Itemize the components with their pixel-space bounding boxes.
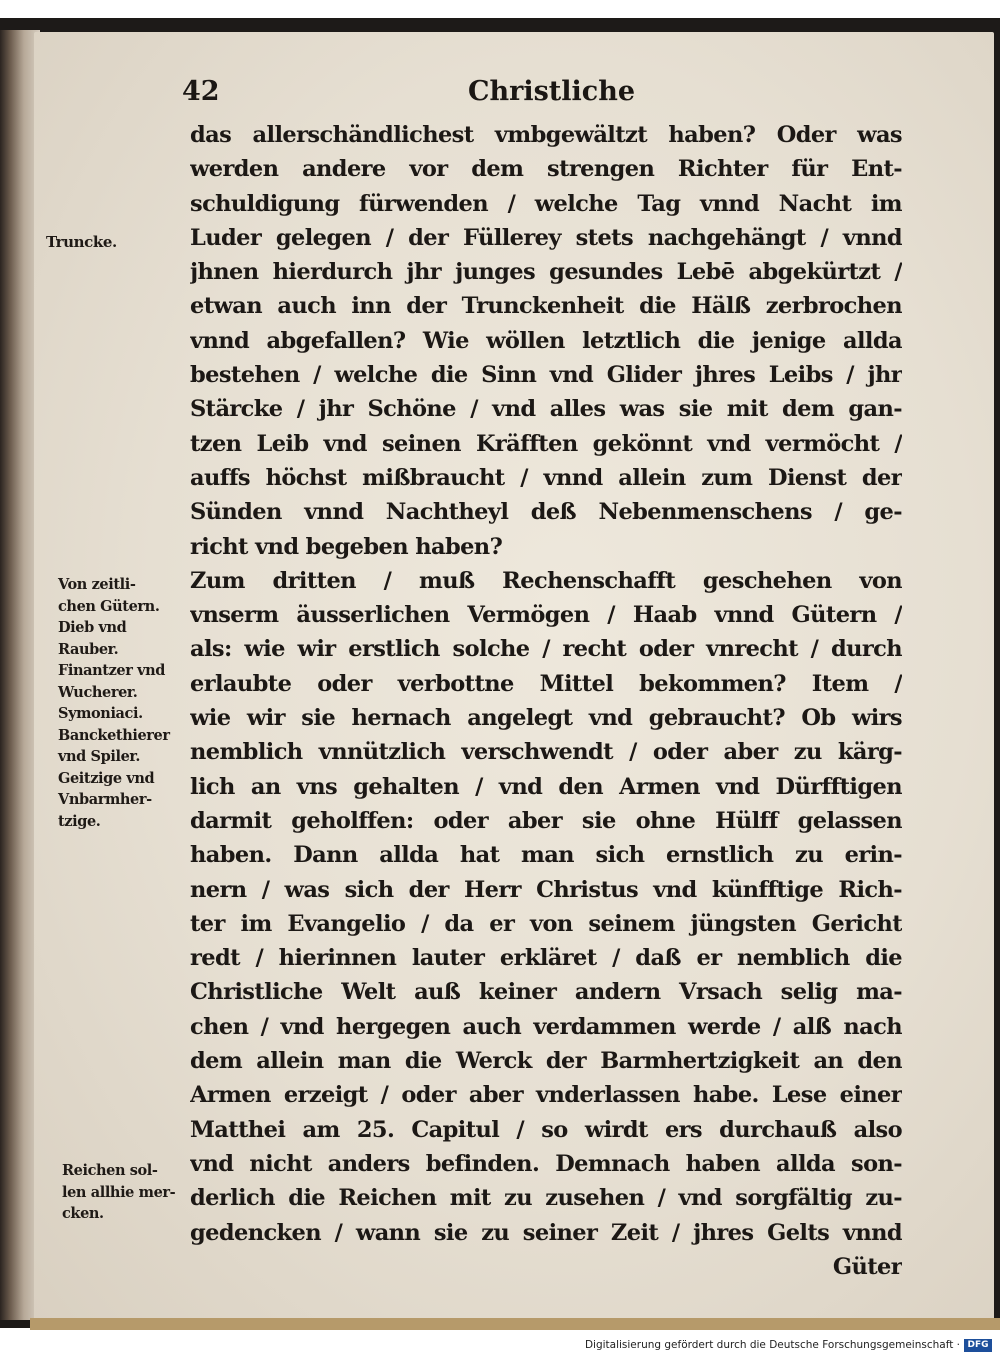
running-title: Christliche [468, 76, 636, 107]
text-line: tzen Leib vnd seinen Kräfften gekönnt vnd vermöcht / [190, 430, 902, 457]
text-line: als: wie wir erstlich solche / recht oder vnrecht / durch [190, 636, 902, 663]
text-line: derlich die Reichen mit zu zusehen / vnd sorgfältig zu- [190, 1185, 902, 1212]
marginal-note-drunkards [46, 232, 196, 254]
text-line: lich an vns gehalten / vnd den Armen vnd Dürfftigen [190, 773, 902, 800]
text-line: Zum dritten / muß Rechenschafft geschehen von [190, 567, 902, 594]
page-number: 42 [182, 76, 220, 107]
marginal-line: chen Gütern. [58, 597, 160, 615]
marginal-note-temporal-goods [58, 574, 208, 832]
marginal-line: Wucherer. [58, 683, 138, 701]
dfg-logo: DFG [964, 1339, 992, 1352]
text-line: richt vnd begeben haben? [190, 533, 503, 560]
funding-credit: Digitalisierung gefördert durch die Deutsche Forschungsgemeinschaft · [584, 1339, 960, 1351]
text-line: Christliche Welt auß keiner andern Vrsach selig ma- [190, 979, 902, 1006]
marginal-line: Von zeitli- [58, 576, 136, 593]
text-line: jhnen hierdurch jhr junges gesundes Lebē abgekürtzt / [190, 259, 902, 286]
marginal-line: Symoniaci. [58, 705, 143, 722]
marginal-note-rich [62, 1160, 212, 1225]
text-line: wie wir sie hernach angelegt vnd gebraucht? Ob wirs [190, 705, 902, 732]
text-line: darmit geholffen: oder aber sie ohne Hülff gelassen [190, 807, 902, 834]
text-line: gedencken / wann sie zu seiner Zeit / jhres Gelts vnnd [190, 1219, 902, 1246]
marginal-line: tzige. [58, 812, 101, 830]
text-line: Stärcke / jhr Schöne / vnd alles was sie mit dem gan- [190, 396, 902, 423]
marginal-line: vnd Spiler. [58, 748, 140, 765]
text-line: das allerschändlichest vmbgewältzt haben? Oder was [190, 122, 902, 148]
text-line: haben. Dann allda hat man sich ernstlich zu erin- [190, 842, 902, 869]
page-bottom-edge [30, 1318, 1000, 1330]
marginal-line: Vnbarmher- [58, 791, 152, 808]
text-line: Armen erzeigt / oder aber vnderlassen habe. Lese einer [190, 1082, 902, 1109]
marginal-line: len allhie mer- [62, 1183, 176, 1201]
text-line: dem allein man die Werck der Barmhertzigkeit an den [190, 1048, 902, 1075]
text-line: chen / vnd hergegen auch verdammen werde / alß nach [190, 1013, 902, 1040]
text-line: erlaubte oder verbottne Mittel bekommen? Item / [190, 670, 902, 697]
text-line: Matthei am 25. Capitul / so wirdt ers durchauß also [190, 1116, 902, 1143]
text-line: nemblich vnnützlich verschwendt / oder aber zu kärg- [190, 739, 902, 766]
marginal-line: cken. [62, 1205, 104, 1222]
text-line: ter im Evangelio / da er von seinem jüngsten Gericht [190, 910, 902, 937]
text-line: nern / was sich der Herr Christus vnd künfftige Rich- [190, 876, 902, 903]
text-line: Sünden vnnd Nachtheyl deß Nebenmenschens / ge- [190, 499, 902, 526]
marginal-line: Finantzer vnd [58, 662, 166, 679]
marginal-line: Dieb vnd [58, 619, 127, 636]
text-line: vnnd abgefallen? Wie wöllen letztlich die jenige allda [190, 327, 902, 354]
text-line: auffs höchst mißbraucht / vnnd allein zum Dienst der [190, 464, 902, 491]
catchword: Güter [832, 1253, 902, 1280]
text-line: schuldigung fürwenden / welche Tag vnnd Nacht im [190, 190, 902, 217]
text-line: etwan auch inn der Trunckenheit die Hälß zerbrochen [190, 293, 902, 320]
marginal-line: Geitzige vnd [58, 769, 155, 787]
marginal-line: Truncke. [46, 233, 117, 251]
text-line: werden andere vor dem strengen Richter für Ent- [190, 156, 902, 183]
text-line: vnserm äusserlichen Vermögen / Haab vnnd Gütern / [190, 602, 902, 629]
marginal-line: Reichen sol- [62, 1162, 158, 1179]
marginal-line: Rauber. [58, 640, 119, 658]
marginal-line: Banckethierer [58, 726, 170, 744]
text-line: redt / hierinnen lauter erkläret / daß er nemblich die [190, 945, 902, 972]
main-text-block [190, 118, 902, 1284]
text-line: bestehen / welche die Sinn vnd Glider jhres Leibs / jhr [190, 362, 902, 389]
text-line: Luder gelegen / der Füllerey stets nachgehängt / vnnd [190, 224, 902, 251]
text-line: vnd nicht anders befinden. Demnach haben allda son- [190, 1150, 902, 1177]
